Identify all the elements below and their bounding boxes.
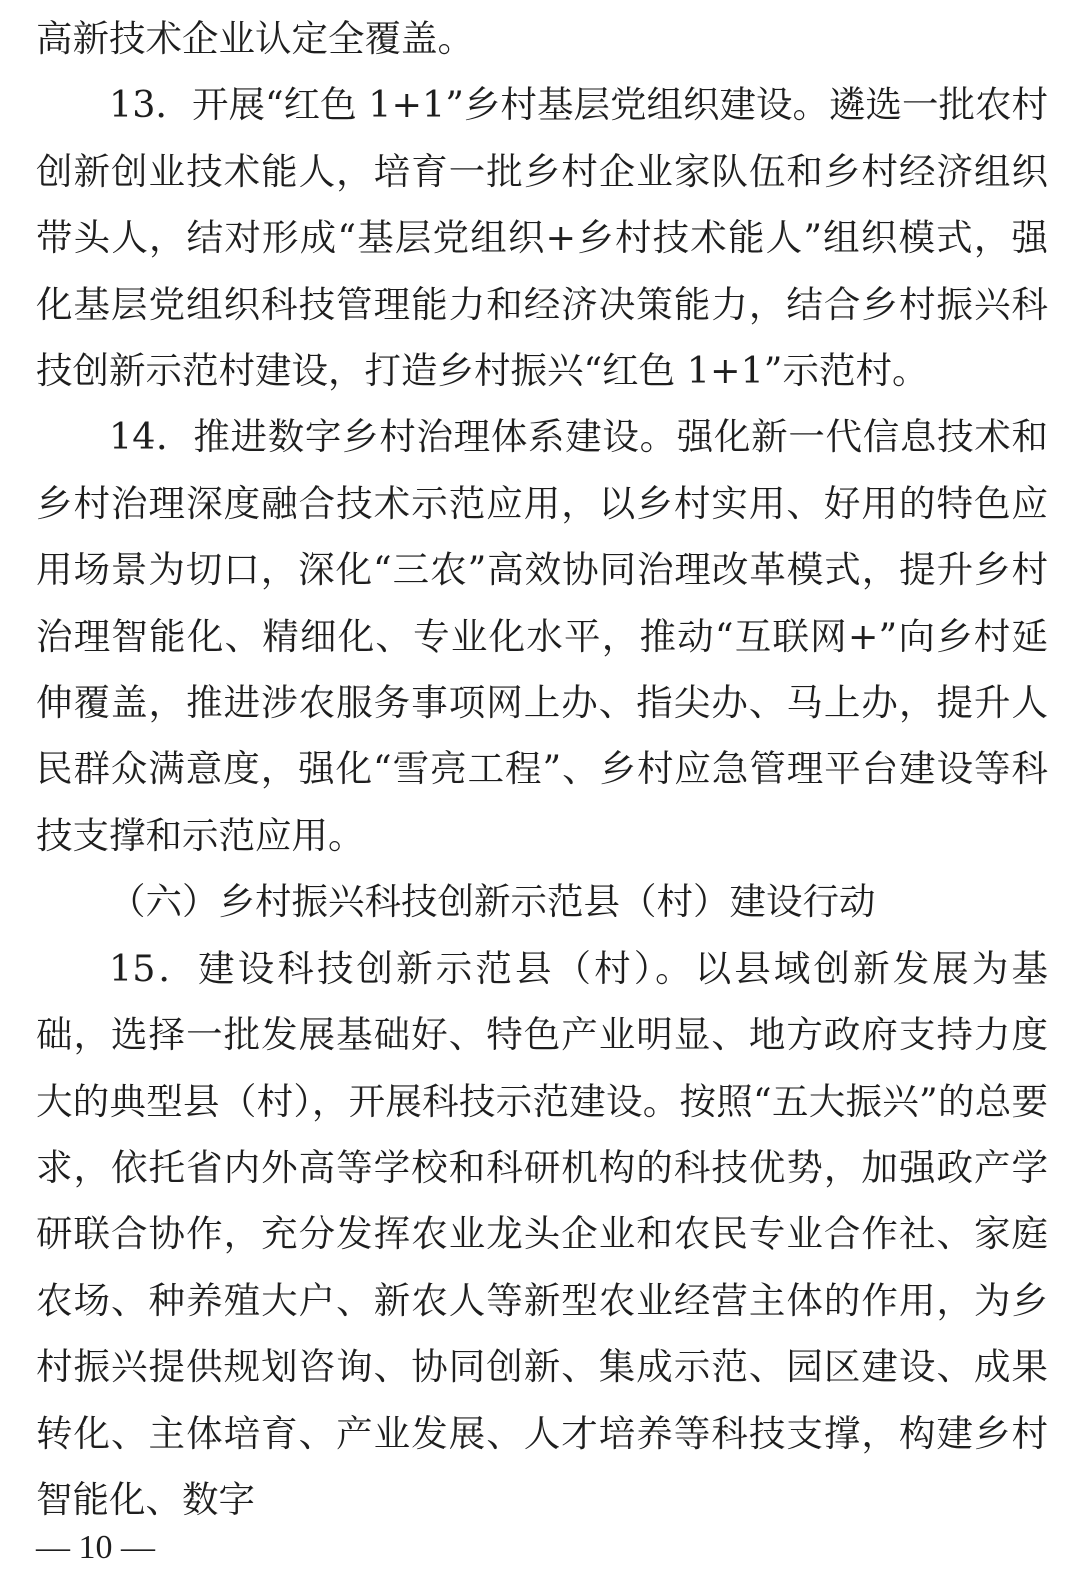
document-body <box>36 6 1048 1533</box>
paragraph-item-13: 13．开展“红色 1+1”乡村基层党组织建设。遴选一批农村创新创业技术能人，培育一批乡村企业家队伍和乡村经济组织带头人，结对形成“基层党组织+乡村技术能人”组织模式，强化基层党组织科技管理能力和经济决策能力，结合乡村振兴科技创新示范村建设，打造乡村振兴“红色 1+1”示范村。 <box>36 83 1048 393</box>
page-number: — 10 — <box>36 1529 155 1566</box>
paragraph-item-14: 14．推进数字乡村治理体系建设。强化新一代信息技术和乡村治理深度融合技术示范应用，以乡村实用、好用的特色应用场景为切口，深化“三农”高效协同治理改革模式，提升乡村治理智能化、精细化、专业化水平，推动“互联网+”向乡村延伸覆盖，推进涉农服务事项网上办、指尖办、马上办，提升人民群众满意度，强化“雪亮工程”、乡村应急管理平台建设等科技支撑和示范应用。 <box>36 415 1048 857</box>
paragraph-continuation: 高新技术企业认定全覆盖。 <box>36 17 474 60</box>
paragraph-item-15: 15．建设科技创新示范县（村）。以县域创新发展为基础，选择一批发展基础好、特色产业明显、地方政府支持力度大的典型县（村），开展科技示范建设。按照“五大振兴”的总要求，依托省内外高等学校和科研机构的科技优势，加强政产学研联合协作，充分发挥农业龙头企业和农民专业合作社、家庭农场、种养殖大户、新农人等新型农业经营主体的作用，为乡村振兴提供规划咨询、协同创新、集成示范、园区建设、成果转化、主体培育、产业发展、人才培养等科技支撑，构建乡村智能化、数字 <box>36 946 1048 1521</box>
section-heading: （六）乡村振兴科技创新示范县（村）建设行动 <box>109 880 876 924</box>
